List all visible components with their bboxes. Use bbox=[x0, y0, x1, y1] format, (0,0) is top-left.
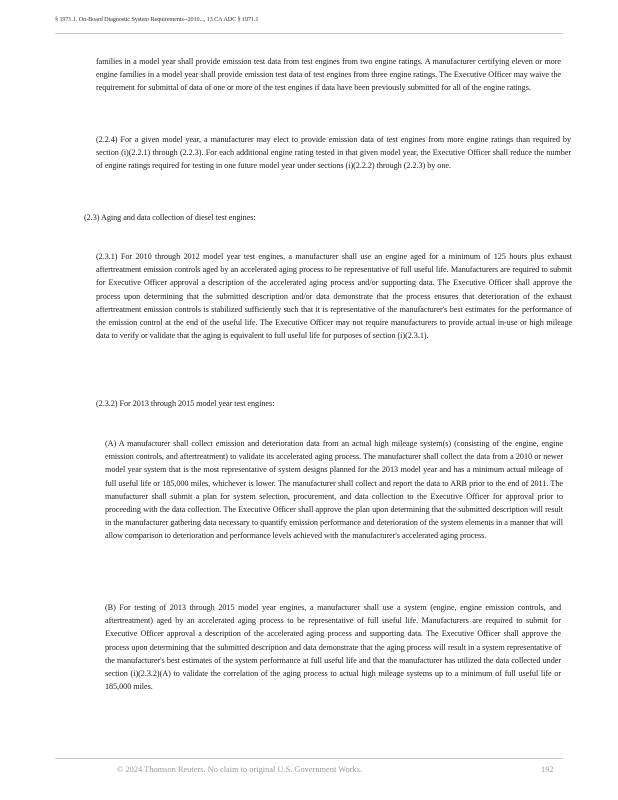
paragraph-2-3-2-A: (A) A manufacturer shall collect emission and deterioration data from an actual high mileage system(s) (consisting of the engine, engine emission controls, and aftertreatment) to validate its accelerated aging process. The manufacturer shall collect the data from a 2010 or newer model year system that is the most representative of system designs planned for the 2013 model year and has a minimum actual mileage of full useful life or 185,000 miles, whichever is lower. The manufacturer shall collect and report the data to ARB prior to the end of 2011. The manufacturer shall submit a plan for system selection, procurement, and data collection to the Executive Officer for approval prior to proceeding with the data collection. The Executive Officer shall approve the plan upon determining that the submitted description will result in the manufacturer gathering data necessary to quantify emission performance and deterioration of the system elements in a manner that will allow comparison to deterioration and performance levels achieved with the manufacturer's accelerated aging process. bbox=[105, 439, 563, 541]
footer-divider bbox=[55, 758, 563, 759]
header-divider bbox=[55, 33, 563, 34]
page-number: 192 bbox=[541, 765, 554, 774]
paragraph-engine-ratings-continued: families in a model year shall provide emission test data from test engines from two engine ratings. A manufacturer certifying eleven or more engine families in a model year shall provide emission test data of test engines from three engine ratings. The Executive Officer may waive the requirement for submittal of data of one or more of the test engines if data have been previously submitted for all of the engine ratings. bbox=[96, 57, 561, 93]
paragraph-2-3-2-heading: (2.3.2) For 2013 through 2015 model year test engines: bbox=[96, 399, 275, 408]
paragraph-2-3-2-B: (B) For testing of 2013 through 2015 model year engines, a manufacturer shall use a system (engine, engine emission controls, and aftertreatment) aged by an accelerated aging process to be representative of full useful life. Manufacturers are required to submit for Executive Officer approval a description of the accelerated aging process and supporting data. The Executive Officer shall approve the process upon determining that the submitted description and data demonstrate that the aging process will result in a system representative of the manufacturer's best estimates of the system performance at full useful life and that the manufacturer has utilized the data collected under section (i)(2.3.2)(A) to validate the correlation of the aging process to actual high mileage systems up to a minimum of full useful life or 185,000 miles. bbox=[105, 603, 561, 692]
paragraph-2-3-heading: (2.3) Aging and data collection of diesel test engines: bbox=[84, 213, 256, 222]
running-header: § 1971.1. On-Board Diagnostic System Requirements--2010..., 13 CA ADC § 1971.1 bbox=[55, 16, 259, 23]
paragraph-2-3-1: (2.3.1) For 2010 through 2012 model year test engines, a manufacturer shall use an engine aged for a minimum of 125 hours plus exhaust aftertreatment emission controls aged by an accelerated aging process to be representative of full useful life. Manufacturers are required to submit for Executive Officer approval a description of the accelerated aging process and/or supporting data. The Executive Officer shall approve the process upon determining that the submitted description and/or data demonstrate that the process ensures that deterioration of the exhaust aftertreatment emission controls is stabilized sufficiently such that it is representative of the manufacturer's best estimates for the performance of the emission control at the end of the useful life. The Executive Officer may not require manufacturers to provide actual in-use or high mileage data to verify or validate that the aging is equivalent to full useful life for purposes of section (i)(2.3.1). bbox=[96, 252, 572, 341]
paragraph-2-2-4: (2.2.4) For a given model year, a manufacturer may elect to provide emission data of test engines from more engine ratings than required by section (i)(2.2.1) through (2.2.3). For each additional engine rating tested in that given model year, the Executive Officer shall reduce the number of engine ratings required for testing in one future model year under sections (i)(2.2.2) through (2.2.3) by one. bbox=[96, 135, 571, 171]
footer-copyright: © 2024 Thomson Reuters. No claim to original U.S. Government Works. bbox=[117, 765, 362, 774]
